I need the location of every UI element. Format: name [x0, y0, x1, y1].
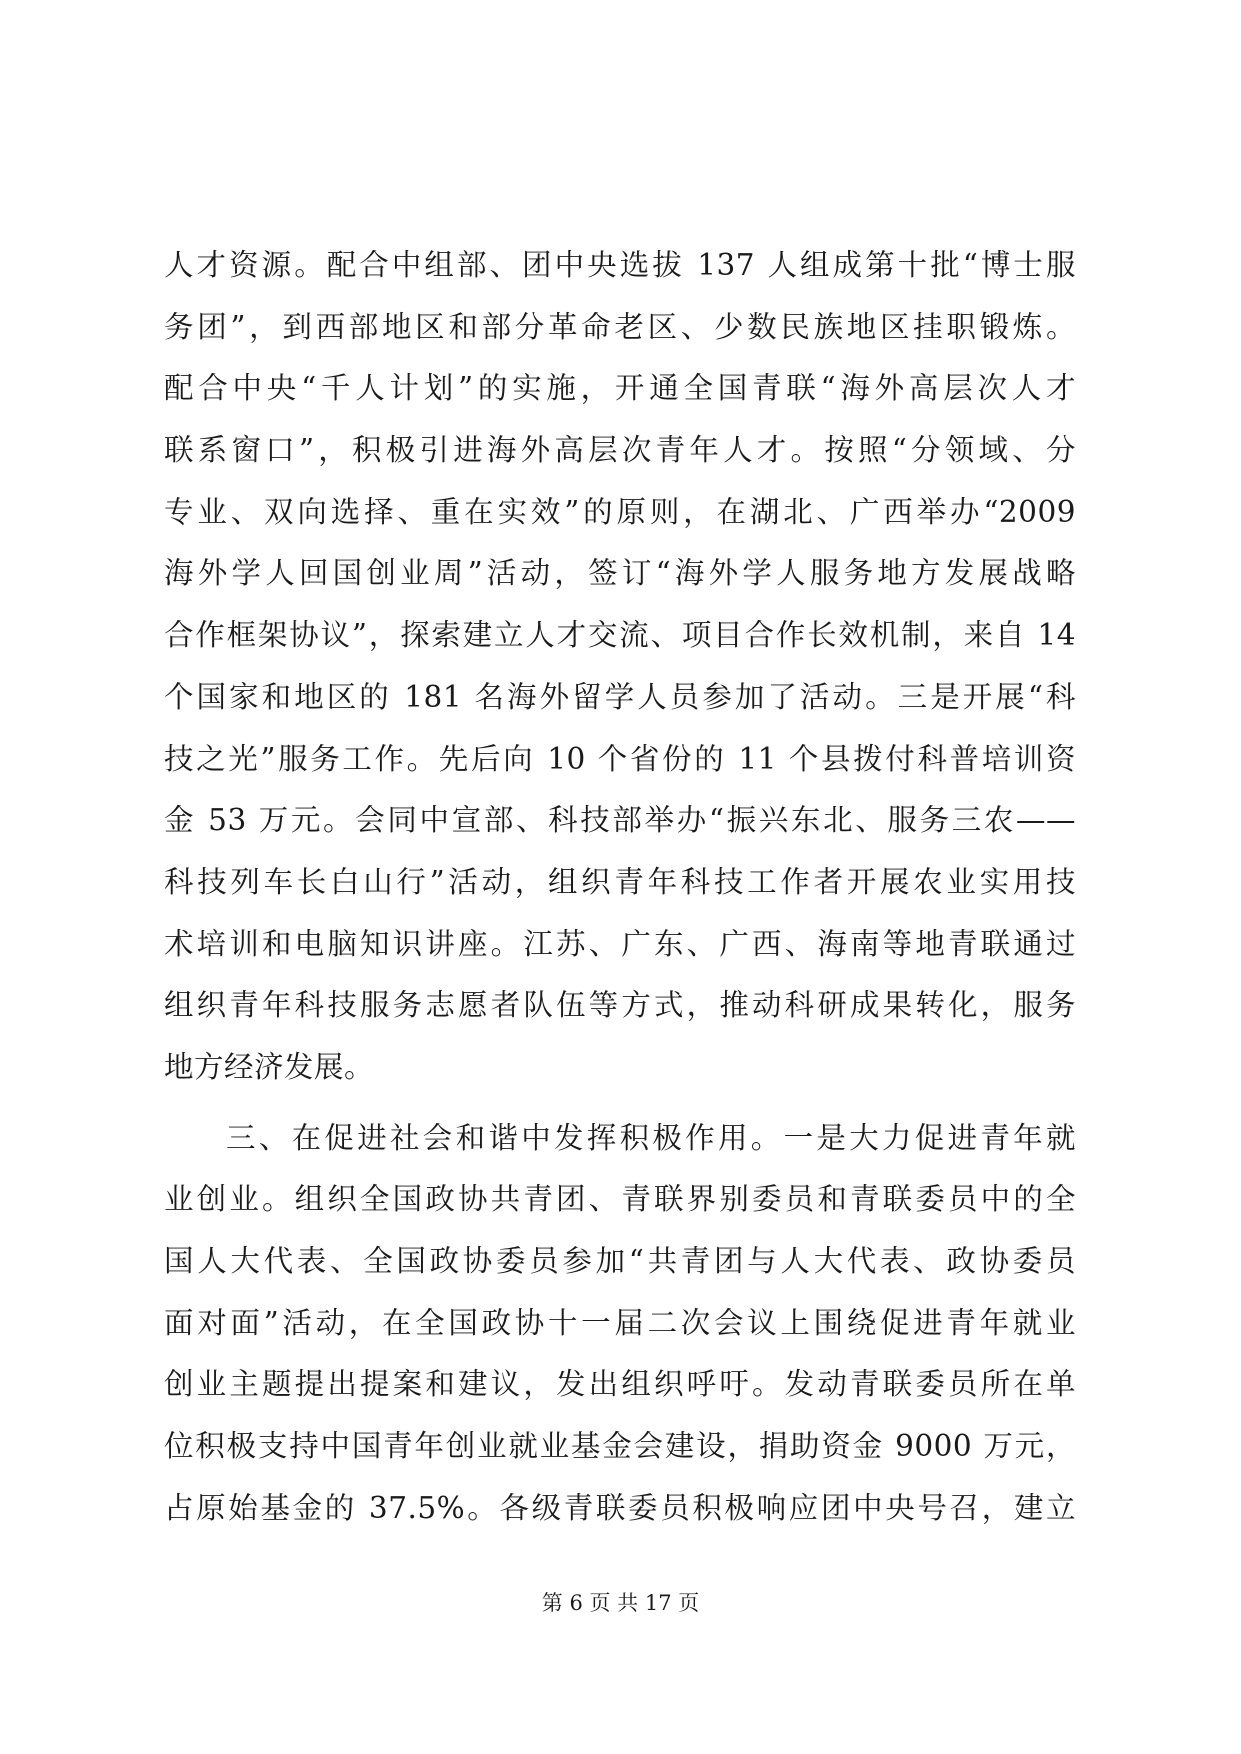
page-number-footer: 第 6 页 共 17 页 [541, 1591, 700, 1615]
text-line: 科技列车长白山行”活动，组织青年科技工作者开展农业实用技 [164, 864, 1076, 899]
text-line: 术培训和电脑知识讲座。江苏、广东、广西、海南等地青联通过 [164, 926, 1076, 961]
text-line: 组织青年科技服务志愿者队伍等方式，推动科研成果转化，服务 [164, 988, 1076, 1023]
text-line: 个国家和地区的 181 名海外留学人员参加了活动。三是开展“科 [164, 679, 1076, 714]
paragraph-2 [164, 1108, 1076, 1540]
text-line: 位积极支持中国青年创业就业基金会建设，捐助资金 9000 万元， [164, 1429, 1076, 1464]
text-line: 人才资源。配合中组部、团中央选拔 137 人组成第十批“博士服 [164, 248, 1076, 282]
text-line: 联系窗口”，积极引进海外高层次青年人才。按照“分领域、分 [164, 433, 1076, 468]
text-line: 配合中央“千人计划”的实施，开通全国青联“海外高层次人才 [164, 371, 1076, 406]
text-line: 占原始基金的 37.5%。各级青联委员积极响应团中央号召，建立 [164, 1490, 1076, 1525]
text-line: 金 53 万元。会同中宣部、科技部举办“振兴东北、服务三农—— [164, 803, 1076, 838]
text-line: 合作框架协议”，探索建立人才交流、项目合作长效机制，来自 14 [164, 618, 1076, 653]
text-line: 务团”，到西部地区和部分革命老区、少数民族地区挂职锻炼。 [164, 309, 1076, 344]
text-line: 业创业。组织全国政协共青团、青联界别委员和青联委员中的全 [164, 1182, 1076, 1217]
paragraph-spacer [164, 1099, 1076, 1108]
document-body [164, 235, 1076, 1539]
text-line: 三、在促进社会和谐中发挥积极作用。一是大力促进青年就 [226, 1120, 1076, 1155]
text-line: 海外学人回国创业周”活动，签订“海外学人服务地方发展战略 [164, 556, 1076, 591]
text-line: 面对面”活动，在全国政协十一届二次会议上围绕促进青年就业 [164, 1305, 1076, 1340]
text-line: 专业、双向选择、重在实效”的原则，在湖北、广西举办“2009 [164, 494, 1076, 529]
paragraph-1 [164, 235, 1076, 1099]
text-line: 创业主题提出提案和建议，发出组织呼吁。发动青联委员所在单 [164, 1367, 1076, 1402]
text-line: 技之光”服务工作。先后向 10 个省份的 11 个县拨付科普培训资 [164, 741, 1076, 776]
text-line: 地方经济发展。 [164, 1049, 375, 1084]
text-line: 国人大代表、全国政协委员参加“共青团与人大代表、政协委员 [164, 1244, 1076, 1278]
